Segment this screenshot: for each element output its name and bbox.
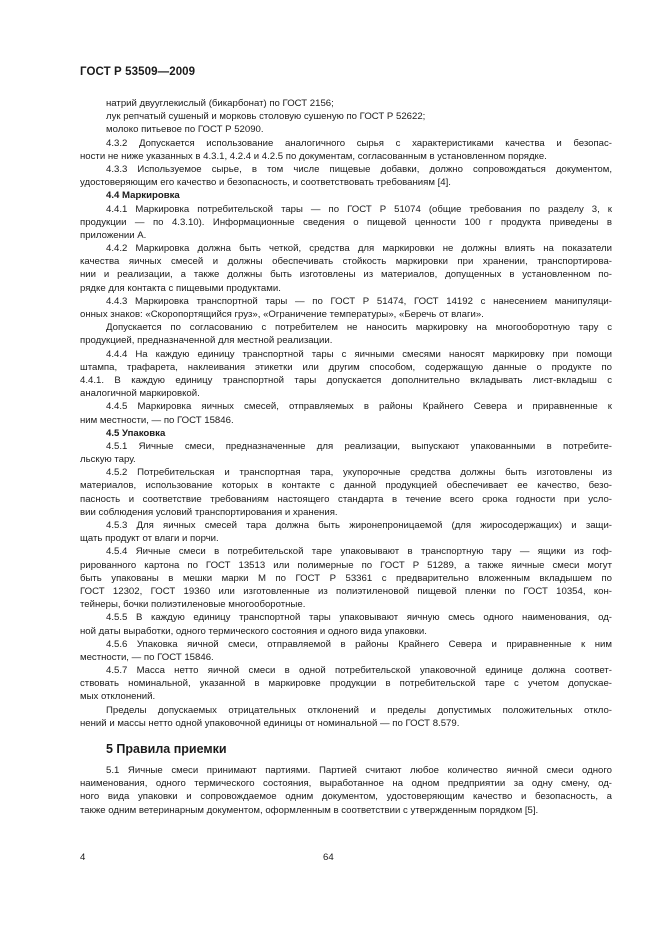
- text-line: 4.5.7 Масса нетто яичной смеси в одной потребительской упаковочной единице должна соответ-: [106, 665, 612, 677]
- text-line: тейнеры, бочки полиэтиленовые многооборотные.: [80, 599, 306, 611]
- text-line: продукцией, предназначенной для местной реализации.: [80, 335, 333, 347]
- section-5-text-block: [80, 764, 612, 817]
- text-line: также одним ветеринарным документом, оформленным в соответствии с утвержденным порядком [5].: [80, 804, 539, 816]
- subsection-heading: 4.5 Упаковка: [106, 427, 166, 439]
- text-line: 4.5.2 Потребительская и транспортная тара, укупорочные средства должны быть изготовлены из: [106, 467, 612, 479]
- text-line: онных знаков: «Скоропортящийся груз», «Ограничение температуры», «Беречь от влаги».: [80, 309, 484, 320]
- text-line: местности, — по ГОСТ 15846.: [80, 651, 214, 663]
- text-line: качества яичных смесей и должны обеспечивать стойкость маркировки при хранении, транспортирова-: [80, 256, 612, 268]
- text-line: 4.4.5 Маркировка яичных смесей, отправляемых в районы Крайнего Севера и приравненные к: [106, 401, 612, 413]
- text-line: наименования, одного термического состояния, выработанное на одном предприятии за одну смену, од-: [80, 778, 612, 790]
- subsection-heading: 4.4 Маркировка: [106, 190, 180, 202]
- text-line: приложении А.: [80, 229, 147, 241]
- document-body: [80, 97, 612, 817]
- text-line: ности не ниже указанных в 4.3.1, 4.2.4 и 4.2.5 по документам, согласованным в установленном порядке.: [80, 150, 547, 162]
- section-5-heading: 5 Правила приемки: [106, 742, 227, 756]
- text-line: 4.4.3 Маркировка транспортной тары — по ГОСТ Р 51474, ГОСТ 14192 с нанесением манипуляци-: [106, 295, 612, 307]
- text-line: 5.1 Яичные смеси принимают партиями. Партией считают любое количество яичной смеси одного: [106, 765, 612, 776]
- text-line: 4.5.4 Яичные смеси в потребительской таре упаковывают в транспортную тару — ящики из гоф-: [106, 546, 612, 558]
- text-line: 4.5.3 Для яичных смесей тара должна быть жиронепроницаемой (для жиросодержащих) и защи-: [106, 520, 612, 531]
- text-line: штампа, трафарета, наклеивания этикетки или другим способом, содержащую данные о продукте по: [80, 361, 612, 373]
- text-line: пасность и соответствие требованиям настоящего стандарта в течение всего срока годности при усло-: [80, 493, 612, 505]
- text-line: 4.4.2 Маркировка должна быть четкой, средства для маркировки не должны влиять на показатели: [106, 243, 612, 255]
- page-number-center: 64: [323, 852, 334, 863]
- text-line: рядке для контакта с пищевыми продуктами.: [80, 282, 281, 294]
- text-line: 4.5.1 Яичные смеси, предназначенные для реализации, выпускают упакованными в потребите-: [106, 440, 612, 452]
- text-line: ГОСТ 12302, ГОСТ 19360 или изготовленные из полиэтиленовой пищевой пленки по ГОСТ 10354, кон-: [80, 585, 612, 597]
- main-text-block: [80, 97, 612, 730]
- text-line: ним местности, — по ГОСТ 15846.: [80, 414, 234, 426]
- text-line: продукции — по 4.3.10). Информационные сведения о пищевой ценности 100 г продукта приведены в: [80, 216, 612, 228]
- text-line: 4.4.1 Маркировка потребительской тары — по ГОСТ Р 51074 (общие требования по разделу 3, к: [106, 203, 612, 215]
- text-line: удостоверяющим его качество и безопасность, и соответствовать требованиям [4].: [80, 177, 451, 189]
- text-line: ного вида упаковки и сопровождаемое одним документом, удостоверяющим качество и безопасность, а: [80, 791, 612, 803]
- text-line: ствовать номинальной, указанной в маркировке продукции в потребительской таре с учетом допускае-: [80, 678, 612, 690]
- text-line: быть упакованы в мешки марки М по ГОСТ Р 53361 с предварительно вложенным вкладышем по: [80, 572, 612, 584]
- text-line: мых отклонений.: [80, 691, 156, 703]
- text-line: лук репчатый сушеный и морковь столовую сушеную по ГОСТ Р 52622;: [106, 111, 426, 123]
- text-line: рированного картона по ГОСТ 13513 или полимерные по ГОСТ Р 51289, а также яичные смеси могут: [80, 559, 612, 571]
- text-line: натрий двууглекислый (бикарбонат) по ГОСТ 2156;: [106, 98, 334, 109]
- text-line: нии и реализации, а также должны быть изготовлены из материалов, допущенных в установленном по-: [80, 269, 612, 281]
- page-number-left: 4: [80, 852, 86, 863]
- text-line: 4.4.4 На каждую единицу транспортной тары с яичными смесями наносят маркировку при помощи: [106, 348, 612, 360]
- text-line: щать продукт от влаги и порчи.: [80, 533, 219, 545]
- document-header: ГОСТ Р 53509—2009: [80, 66, 196, 78]
- text-line: 4.5.5 В каждую единицу транспортной тары упаковывают яичную смесь одного наименования, од-: [106, 612, 612, 624]
- text-line: ной даты выработки, одного термического состояния и одного вида упаковки.: [80, 625, 427, 637]
- text-line: Допускается по согласованию с потребителем не наносить маркировку на многооборотную тару с: [106, 322, 612, 334]
- text-line: нений и массы нетто одной упаковочной единицы от номинальной — по ГОСТ 8.579.: [80, 717, 460, 729]
- text-line: 4.4.1. В каждую единицу транспортной тары допускается дополнительно вкладывать лист-вкладыш с: [80, 374, 612, 386]
- text-line: 4.3.3 Используемое сырье, в том числе пищевые добавки, должно сопровождаться документом,: [106, 163, 612, 175]
- text-line: 4.5.6 Упаковка яичной смеси, отправляемой в районы Крайнего Севера и приравненные к ним: [106, 638, 612, 650]
- text-line: Пределы допускаемых отрицательных отклонений и пределы допустимых положительных откло-: [106, 704, 612, 716]
- text-line: материалов, использование которых в контакте с данной продукцией обеспечивает ее качество, безо-: [80, 480, 612, 492]
- text-line: льскую тару.: [80, 454, 136, 466]
- text-line: 4.3.2 Допускается использование аналогичного сырья с характеристиками качества и безопас-: [106, 137, 612, 149]
- text-line: вии соблюдения условий транспортирования и хранения.: [80, 506, 338, 518]
- text-line: молоко питьевое по ГОСТ Р 52090.: [106, 124, 264, 136]
- text-line: аналогичной маркировкой.: [80, 388, 200, 400]
